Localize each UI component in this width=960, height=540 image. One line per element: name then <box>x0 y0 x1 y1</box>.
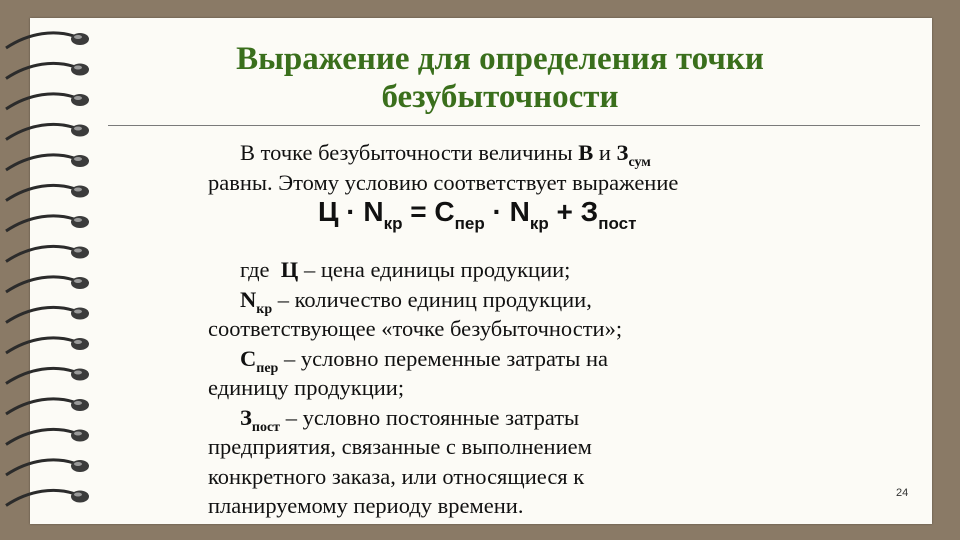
spiral-highlight <box>74 127 82 131</box>
spiral-highlight <box>74 249 82 253</box>
var-z-sum: $З_{сум}$ <box>616 140 651 170</box>
spiral-hole <box>71 33 89 45</box>
spiral-wire <box>6 277 74 292</box>
spiral-hole <box>71 186 89 198</box>
spiral-wire <box>6 216 74 231</box>
spiral-hole <box>71 308 89 320</box>
spiral-wire <box>6 94 74 109</box>
definition-nkr: $N_{кр}$ – количество единиц продукции, <box>240 286 592 317</box>
definition-zpost-cont-2: конкретного заказа, или относящиеся к <box>208 463 585 489</box>
spiral-highlight <box>74 188 82 192</box>
spiral-wire <box>6 185 74 200</box>
var-b: В <box>578 140 594 165</box>
spiral-highlight <box>74 310 82 314</box>
definition-zpost-cont-1: предприятия, связанные с выполнением <box>208 434 592 459</box>
spiral-highlight <box>74 401 82 405</box>
spiral-highlight <box>74 218 82 222</box>
definition-cper: $С_{пер}$ – условно переменные затраты на <box>240 345 609 376</box>
spiral-hole <box>71 94 89 106</box>
spiral-wire <box>6 155 74 170</box>
spiral-binding <box>0 0 110 540</box>
spiral-hole <box>71 399 89 411</box>
spiral-highlight <box>74 157 82 161</box>
spiral-wire <box>6 429 74 444</box>
spiral-hole <box>71 64 89 76</box>
spiral-hole <box>71 338 89 350</box>
definition-zpost-cont-3: планируемому периоду времени. <box>208 493 524 518</box>
spiral-wire <box>6 338 74 353</box>
spiral-highlight <box>74 493 82 497</box>
spiral-wire <box>6 307 74 322</box>
spiral-wire <box>6 368 74 383</box>
spiral-hole <box>71 247 89 259</box>
title-divider <box>108 125 920 126</box>
spiral-wire <box>6 33 74 48</box>
spiral-wire <box>6 124 74 139</box>
spiral-wire <box>6 490 74 505</box>
breakeven-formula: $Ц \cdot N_{кр} = С_{пер} \cdot N_{кр} + З_{пост}$ <box>318 196 637 233</box>
spiral-highlight <box>74 340 82 344</box>
slide-title: Выражение для определения точки безубыточности <box>236 41 764 115</box>
spiral-hole <box>71 216 89 228</box>
definition-zpost: $З_{пост}$ – условно постоянные затраты <box>240 404 580 435</box>
page-number: 24 <box>896 487 909 499</box>
spiral-highlight <box>74 66 82 70</box>
spiral-highlight <box>74 35 82 39</box>
spiral-wire <box>6 63 74 78</box>
spiral-highlight <box>74 96 82 100</box>
intro-line-2: равны. Этому условию соответствует выражение <box>208 169 679 195</box>
spiral-hole <box>71 125 89 137</box>
definition-price: где Ц – цена единицы продукции; <box>240 257 571 282</box>
spiral-highlight <box>74 432 82 436</box>
spiral-highlight <box>74 371 82 375</box>
definition-nkr-cont: соответствующее «точке безубыточности»; <box>208 316 623 341</box>
spiral-wire <box>6 246 74 261</box>
spiral-highlight <box>74 279 82 283</box>
spiral-hole <box>71 460 89 472</box>
spiral-hole <box>71 430 89 442</box>
spiral-wire <box>6 460 74 475</box>
spiral-hole <box>71 155 89 167</box>
spiral-highlight <box>74 462 82 466</box>
spiral-wire <box>6 399 74 414</box>
spiral-hole <box>71 491 89 503</box>
spiral-hole <box>71 369 89 381</box>
spiral-hole <box>71 277 89 289</box>
definition-cper-cont: единицу продукции; <box>208 375 405 400</box>
intro-line-1: В точке безубыточности величины В и $З_{сум}$ <box>240 140 651 170</box>
